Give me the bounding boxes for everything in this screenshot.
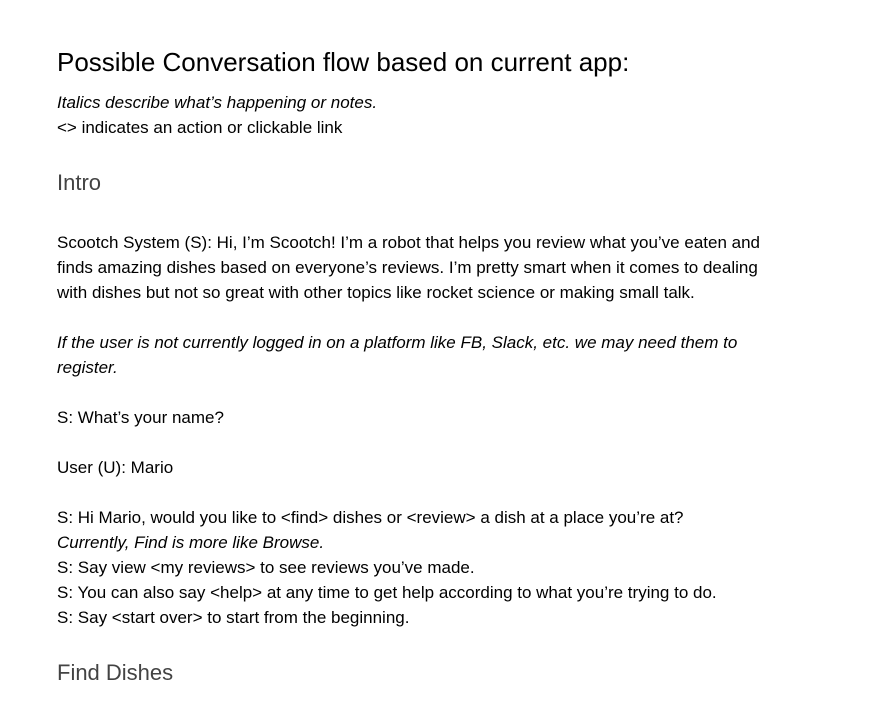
- help-line: S: You can also say <help> at any time to get help according to what you’re trying to do.: [57, 583, 717, 602]
- login-note-line-2: register.: [57, 358, 118, 377]
- find-dishes-heading: Find Dishes: [57, 660, 174, 685]
- user-reply-line: User (U): Mario: [57, 458, 174, 477]
- ask-name-line: S: What’s your name?: [57, 408, 224, 427]
- page-title: Possible Conversation flow based on current app:: [57, 47, 630, 77]
- my-reviews-line: S: Say view <my reviews> to see reviews you’ve made.: [57, 558, 475, 577]
- greeting-line: S: Hi Mario, would you like to <find> dishes or <review> a dish at a place you’re at?: [57, 508, 684, 527]
- intro-line-1: Scootch System (S): Hi, I’m Scootch! I’m a robot that helps you review what you’ve eaten and: [57, 233, 760, 252]
- find-note-line: Currently, Find is more like Browse.: [57, 533, 325, 552]
- action-note: <> indicates an action or clickable link: [57, 118, 343, 137]
- italics-note: Italics describe what’s happening or notes.: [57, 93, 378, 112]
- login-note-line-1: If the user is not currently logged in on a platform like FB, Slack, etc. we may need them to: [57, 333, 738, 352]
- intro-heading: Intro: [57, 170, 102, 195]
- intro-line-2: finds amazing dishes based on everyone’s reviews. I’m pretty smart when it comes to dealing: [57, 258, 758, 277]
- intro-line-3: with dishes but not so great with other topics like rocket science or making small talk.: [57, 283, 695, 302]
- start-over-line: S: Say <start over> to start from the beginning.: [57, 608, 410, 627]
